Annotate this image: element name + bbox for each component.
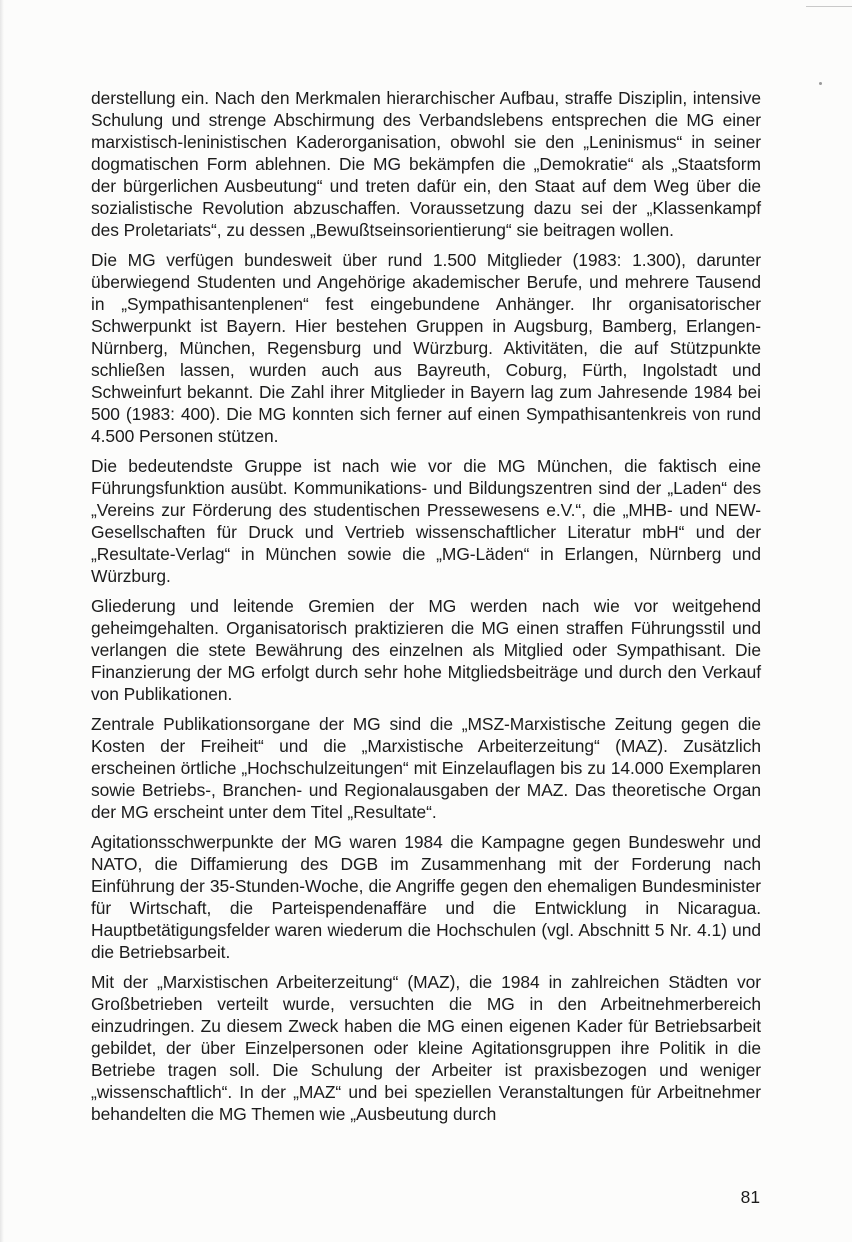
paragraph-1: derstellung ein. Nach den Merkmalen hierarchischer Aufbau, straffe Disziplin, intensive Schulung und strenge Abschirmung des Verbandslebens entsprechen die MG einer marxistisch-leninistischen Kaderorganisation, obwohl sie den „Leninismus“ in seiner dogmatischen Form ablehnen. Die MG bekämpfen die „Demokratie“ als „Staatsform der bürgerlichen Ausbeutung“ und treten dafür ein, den Staat auf dem Weg über die sozialistische Revolution abzuschaffen. Voraussetzung dazu sei der „Klassenkampf des Proletariats“, zu dessen „Bewußtseinsorientierung“ sie beitragen wollen. [91,88,761,240]
page-binding-shadow [0,0,4,1242]
paragraph-6: Agitationsschwerpunkte der MG waren 1984 die Kampagne gegen Bundeswehr und NATO, die Diffamierung des DGB im Zusammenhang mit der Forderung nach Einführung der 35-Stunden-Woche, die Angriffe gegen den ehemaligen Bundesminister für Wirtschaft, die Parteispendenaffäre und die Entwicklung in Nicaragua. Hauptbetätigungsfelder waren wiederum die Hochschulen (vgl. Abschnitt 5 Nr. 4.1) und die Betriebsarbeit. [91,832,761,962]
paragraph-2: Die MG verfügen bundesweit über rund 1.500 Mitglieder (1983: 1.300), darunter überwiegend Studenten und Angehörige akademischer Berufe, und mehrere Tausend in „Sympathisantenplenen“ fest eingebundene Anhänger. Ihr organisatorischer Schwerpunkt ist Bayern. Hier bestehen Gruppen in Augsburg, Bamberg, Erlangen-Nürnberg, München, Regensburg und Würzburg. Aktivitäten, die auf Stützpunkte schließen lassen, wurden auch aus Bayreuth, Coburg, Fürth, Ingolstadt und Schweinfurt bekannt. Die Zahl ihrer Mitglieder in Bayern lag zum Jahresende 1984 bei 500 (1983: 400). Die MG konnten sich ferner auf einen Sympathisantenkreis von rund 4.500 Personen stützen. [91,250,761,446]
paragraph-4: Gliederung und leitende Gremien der MG werden nach wie vor weitgehend geheimgehalten. Organisatorisch praktizieren die MG einen straffen Führungsstil und verlangen die stete Bewährung des einzelnen als Mitglied oder Sympathisant. Die Finanzierung der MG erfolgt durch sehr hohe Mitgliedsbeiträge und durch den Verkauf von Publikationen. [91,596,761,704]
paragraph-3: Die bedeutendste Gruppe ist nach wie vor die MG München, die faktisch eine Führungsfunktion ausübt. Kommunikations- und Bildungszentren sind der „Laden“ des „Vereins zur Förderung des studentischen Pressewesens e.V.“, die „MHB- und NEW-Gesellschaften für Druck und Vertrieb wissenschaftlicher Literatur mbH“ und der „Resultate-Verlag“ in München sowie die „MG-Läden“ in Erlangen, Nürnberg und Würzburg. [91,456,761,586]
paragraph-5: Zentrale Publikationsorgane der MG sind die „MSZ-Marxistische Zeitung gegen die Kosten der Freiheit“ und die „Marxistische Arbeiterzeitung“ (MAZ). Zusätzlich erscheinen örtliche „Hochschulzeitungen“ mit Einzelauflagen bis zu 14.000 Exemplaren sowie Betriebs-, Branchen- und Regionalausgaben der MAZ. Das theoretische Organ der MG erscheint unter dem Titel „Resultate“. [91,714,761,822]
body-text [91,87,761,1133]
paragraph-7: Mit der „Marxistischen Arbeiterzeitung“ (MAZ), die 1984 in zahlreichen Städten vor Großbetrieben verteilt wurde, versuchten die MG in den Arbeitnehmerbereich einzudringen. Zu diesem Zweck haben die MG einen eigenen Kader für Betriebsarbeit gebildet, der über Einzelpersonen oder kleine Agitationsgruppen ihre Politik in die Betriebe tragen soll. Die Schulung der Arbeiter ist praxisbezogen und weniger „wissenschaftlich“. In der „MAZ“ und bei speziellen Veranstaltungen für Arbeitnehmer behandelten die MG Themen wie „Ausbeutung durch [91,972,761,1124]
page-number: 81 [740,1187,760,1207]
page-edge-line [806,6,852,7]
scan-speck [819,82,822,85]
